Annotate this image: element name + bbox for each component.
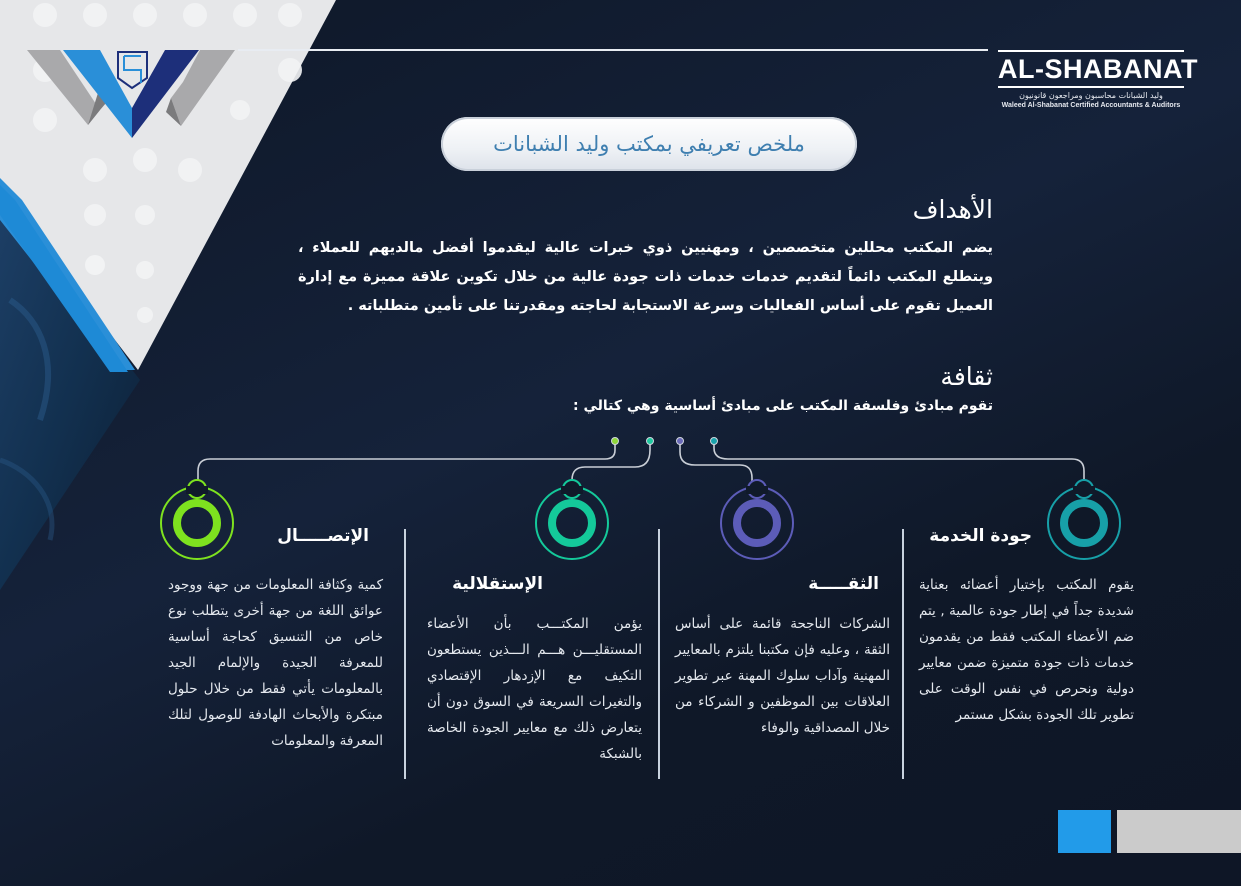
footer-accent-grey: [1117, 810, 1241, 853]
column-divider: [902, 529, 904, 779]
principle-text-service-quality: يقوم المكتب بإختيار أعضائه بعناية شديدة جداً في إطار جودة عالمية , يتم ضم الأعضاء المكتب فقط من يقدمون خدمات ذات جودة متميزة ضمن معايير دولية ونحرص في نفس الوقت على تطوير تلك الجودة بشكل مستمر: [919, 577, 1134, 723]
principle-text-trust: الشركات الناجحة قائمة على أساس الثقة ، وعليه فإن مكتبنا يلتزم بالمعايير المهنية وآداب سلوك المهنة عبر تطوير العلاقات بين الموظفين و الشركاء من خلال المصداقية والوفاء: [675, 616, 890, 736]
principle-title-service-quality: جودة الخدمة: [929, 526, 1032, 546]
culture-subtitle: تقوم مبادئ وفلسفة المكتب على مبادئ أساسية وهي كتالي :: [572, 398, 993, 414]
principle-title-independence: الإستقلالية: [452, 574, 543, 594]
footer-accent-blue: [1058, 810, 1111, 853]
column-divider: [404, 529, 406, 779]
title-banner: [441, 117, 857, 171]
page-title: ملخص تعريفي بمكتب وليد الشبانات: [493, 132, 805, 156]
principle-title-trust: الثقـــــة: [808, 574, 879, 594]
header-rule: [238, 49, 988, 51]
goals-heading: الأهداف: [912, 195, 993, 224]
logo-english-tagline: Waleed Al-Shabanat Certified Accountants & Auditors: [1001, 102, 1181, 109]
logo-rule-bottom: [998, 86, 1184, 88]
principle-text-independence: يؤمن المكتـــب بأن الأعضاء المستقليـــن هـــم الـــذين يستطعون التكيف مع الإزدهار الإقتصادي والتغيرات السريعة في السوق دون أن يتعارض ذلك مع معايير الجودة الخاصة بالشبكة: [427, 616, 642, 762]
decorative-corner-graphic: [0, 0, 340, 600]
principle-text-communication: كمية وكثافة المعلومات من جهة ووجود عوائق اللغة من جهة أخرى يتطلب نوع خاص من التنسيق كحاجة أساسية للمعرفة الجيدة والإلمام الجيد بالمعلومات يأتي فقط من خلال حلول مبتكرة والأبحاث الهادفة للوصول لتلك المعرفة والمعلومات: [168, 577, 383, 749]
company-logo: [998, 50, 1198, 110]
column-divider: [658, 529, 660, 779]
culture-heading: ثقافة: [940, 362, 993, 391]
principle-title-communication: الإتصـــــال: [277, 526, 369, 546]
goals-text: يضم المكتب محللين متخصصين ، ومهنيين ذوي خبرات عالية ليقدموا أفضل مالديهم للعملاء ، ويتطلع المكتب دائماً لتقديم خدمات خدمات ذات جودة عالية من خلال تكوين علاقة مميزة مع إدارة العميل تقوم على أساس الفعاليات وسرعة الاستجابة لحاجته ومقدرتنا على تأمين متطلباته .: [298, 240, 993, 314]
logo-arabic-tagline: وليد الشبانات محاسبون ومراجعون قانونيون: [1019, 91, 1163, 100]
logo-name: AL-SHABANAT: [998, 54, 1198, 84]
logo-rule-top: [998, 50, 1184, 52]
